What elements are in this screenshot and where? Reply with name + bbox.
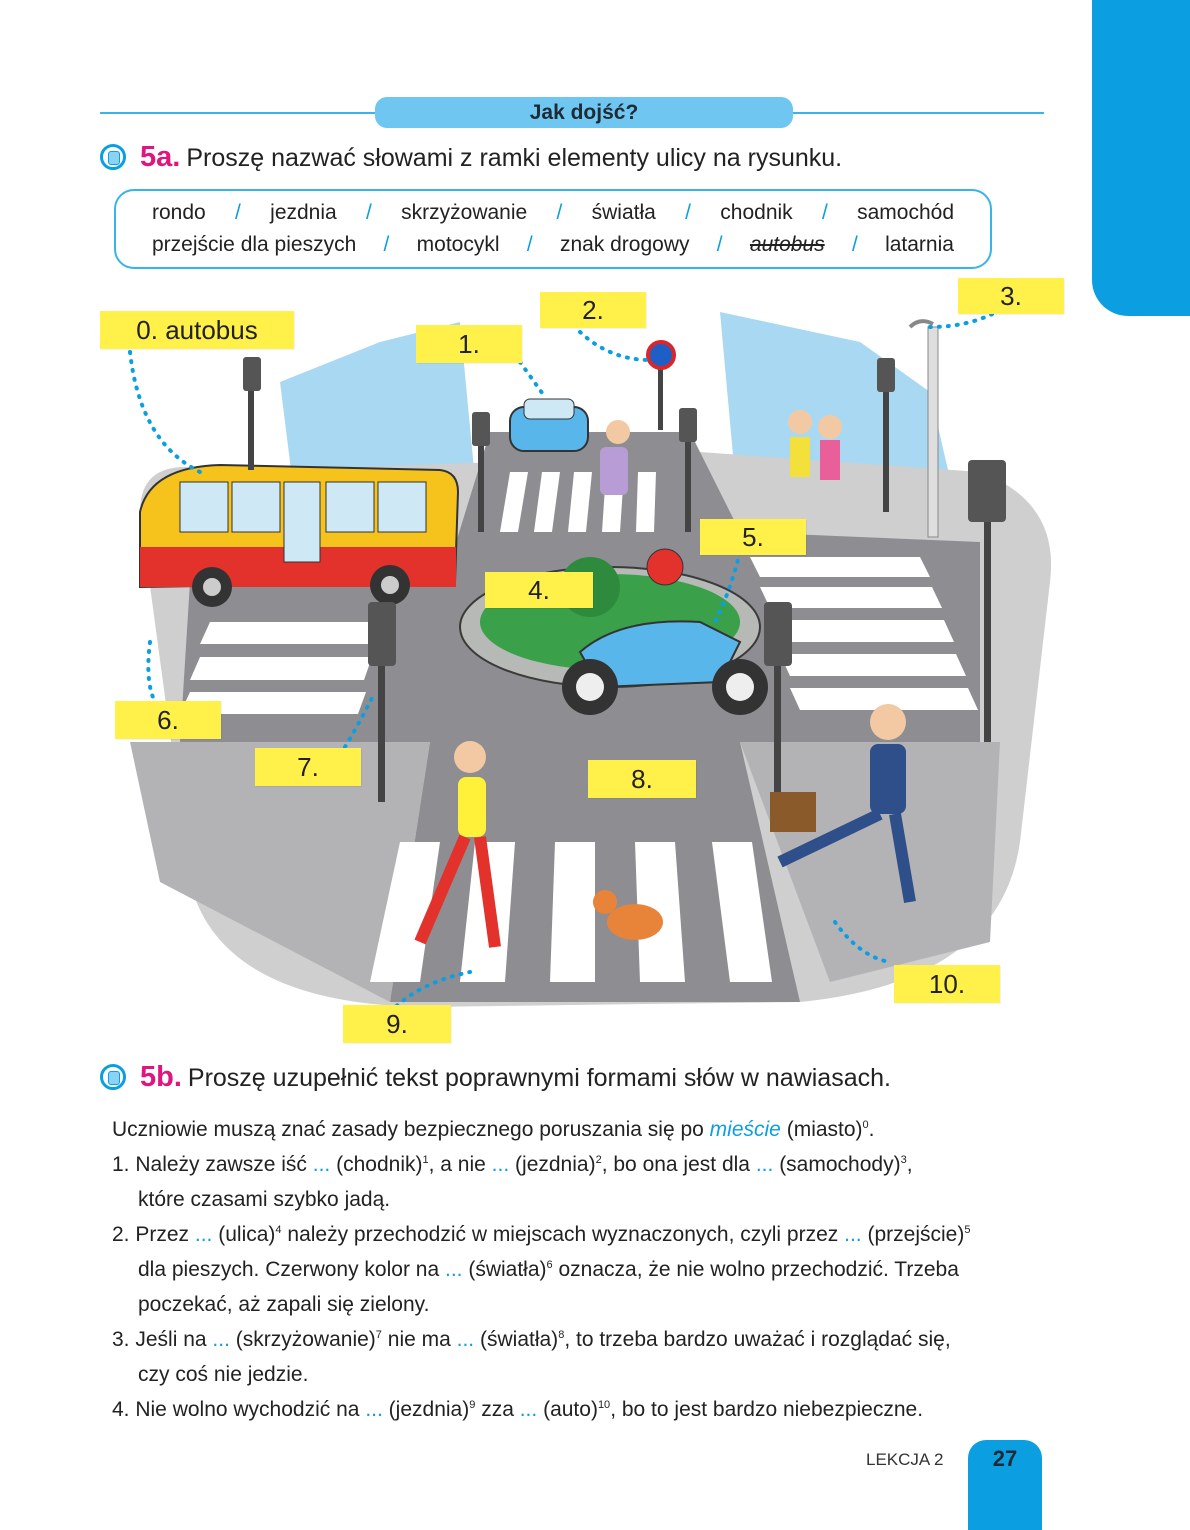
sentence-3: 3. Jeśli na ... (skrzyżowanie)$^7$ nie ma ... (światła)$^8$, to trzeba bardzo uważać i rozglądać się, — [112, 1328, 951, 1351]
example-answer: mieście — [709, 1118, 781, 1141]
word-znak-drogowy: znak drogowy — [559, 233, 690, 256]
label-0-autobus: 0. autobus — [100, 311, 294, 349]
label-7: 7. — [255, 748, 361, 786]
word-separator: / — [235, 201, 241, 224]
task-instruction: Proszę uzupełnić tekst poprawnymi formami słów w nawiasach. — [187, 1064, 891, 1092]
blank-5[interactable]: ... — [844, 1223, 862, 1246]
sentence-2: 2. Przez ... (ulica)$^4$ należy przechodzić w miejscach wyznaczonych, czyli przez ... (przejście)$^5$ — [112, 1223, 971, 1246]
task-5b-heading — [140, 1061, 891, 1094]
blank-8[interactable]: ... — [456, 1328, 475, 1351]
blank-10[interactable]: ... — [519, 1398, 538, 1421]
word-przejscie: przejście dla pieszych — [152, 233, 357, 256]
label-8: 8. — [588, 760, 696, 798]
sentence-3-cont: czy coś nie jedzie. — [138, 1363, 309, 1386]
word-separator: / — [851, 233, 858, 256]
word-separator: / — [526, 233, 533, 256]
blank-3[interactable]: ... — [755, 1153, 774, 1176]
label-4: 4. — [485, 572, 593, 608]
exercise-icon — [100, 1064, 126, 1090]
blank-2[interactable]: ... — [491, 1153, 510, 1176]
sentence-2-end: poczekać, aż zapali się zielony. — [138, 1293, 430, 1316]
street-illustration — [100, 282, 1090, 1042]
task-number: 5b. — [140, 1061, 182, 1093]
word-row-1 — [152, 201, 954, 225]
label-3: 3. — [958, 278, 1064, 314]
task-instruction: Proszę nazwać słowami z ramki elementy ulicy na rysunku. — [186, 144, 843, 172]
bus — [140, 465, 458, 607]
word-separator: / — [716, 233, 723, 256]
word-skrzyzowanie: skrzyżowanie — [401, 201, 528, 224]
exercise-icon — [100, 144, 126, 170]
word-separator: / — [383, 233, 390, 256]
label-1: 1. — [416, 325, 522, 363]
word-separator: / — [821, 201, 828, 224]
word-separator: / — [685, 201, 691, 224]
word-motocykl: motocykl — [416, 233, 500, 256]
label-9: 9. — [343, 1005, 451, 1043]
intro-sentence: Uczniowie muszą znać zasady bezpiecznego poruszania się po mieście (miasto)$^0$. — [112, 1118, 875, 1141]
side-tab-decoration — [1092, 0, 1190, 316]
road-sign-znak — [648, 342, 674, 430]
label-5: 5. — [700, 519, 806, 555]
blank-4[interactable]: ... — [194, 1223, 213, 1246]
word-separator: / — [556, 201, 563, 224]
car — [510, 399, 588, 451]
task-number: 5a. — [140, 141, 181, 173]
fill-in-text — [112, 1112, 1062, 1427]
label-6: 6. — [115, 701, 221, 739]
blank-9[interactable]: ... — [365, 1398, 383, 1421]
task-5a-heading — [140, 141, 842, 174]
sentence-4: 4. Nie wolno wychodzić na ... (jezdnia)$^9$ zza ... (auto)$^{10}$, bo to jest bardzo niebezpieczne. — [112, 1398, 924, 1421]
section-title: Jak dojść? — [375, 97, 793, 128]
blank-6[interactable]: ... — [444, 1258, 463, 1281]
label-2: 2. — [540, 292, 646, 328]
word-autobus-crossed: autobus — [749, 233, 825, 256]
word-jezdnia: jezdnia — [270, 201, 337, 224]
word-samochod: samochód — [857, 201, 954, 224]
page-number: 27 — [992, 1446, 1018, 1471]
word-separator: / — [366, 201, 372, 224]
word-box — [114, 189, 992, 269]
word-chodnik: chodnik — [720, 201, 793, 224]
word-row-2 — [152, 233, 954, 257]
word-rondo: rondo — [152, 201, 206, 224]
word-swiatla: światła — [591, 201, 656, 224]
blank-1[interactable]: ... — [312, 1153, 331, 1176]
label-10: 10. — [894, 965, 1000, 1003]
blank-7[interactable]: ... — [212, 1328, 230, 1351]
lesson-label: LEKCJA 2 — [866, 1450, 944, 1469]
word-latarnia: latarnia — [885, 233, 954, 256]
sentence-1-cont: które czasami szybko jadą. — [138, 1188, 391, 1211]
sentence-2-cont: dla pieszych. Czerwony kolor na ... (światła)$^6$ oznacza, że nie wolno przechodzić. Trzeba — [138, 1258, 959, 1281]
sentence-1: 1. Należy zawsze iść ... (chodnik)$^1$, a nie ... (jezdnia)$^2$, bo ona jest dla ... (samochody)$^3$, — [112, 1153, 913, 1176]
